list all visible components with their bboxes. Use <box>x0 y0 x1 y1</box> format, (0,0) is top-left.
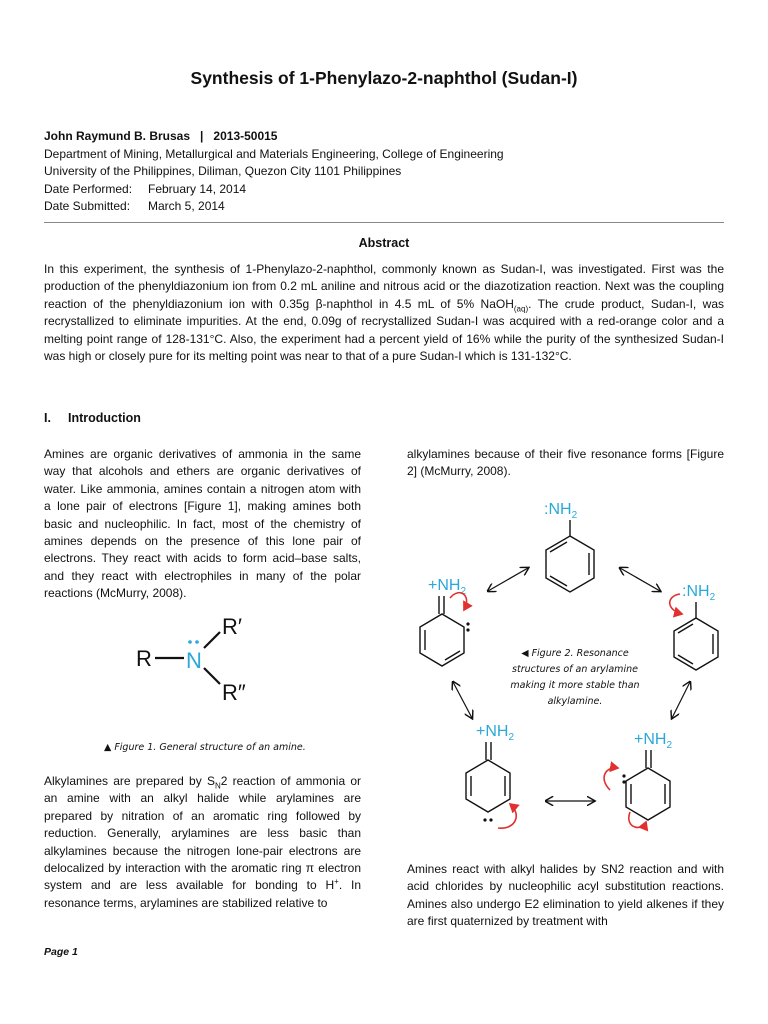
nh2-plus-label: $+NH_2$ <box>476 723 515 743</box>
abstract-subscript: (aq) <box>513 304 529 314</box>
bond-n-r2 <box>204 668 220 684</box>
figure-1-caption-text: Figure 1. General structure of an amine. <box>114 742 306 753</box>
resonance-arrow <box>672 682 690 718</box>
abstract-body <box>44 261 724 365</box>
para2-text-b: 2 reaction of ammonia or an amine with an alkyl halide while arylamines are prepared by nitration of an aromatic ring followed by reduction. Generally, arylamines are less basic than alkylamines because the nitrogen lone-pair electrons are delocalized by interaction with the aromatic ring π electron system and are less available for bonding to H <box>44 774 361 893</box>
intro-paragraph-3: alkylamines because of their five resonance forms [Figure 2] (McMurry, 2008). <box>407 447 724 479</box>
resonance-arrow <box>488 568 528 591</box>
fig1-r1-label: R′ <box>222 614 243 639</box>
affiliation-line-1: Department of Mining, Metallurgical and Materials Engineering, College of Engineering <box>44 147 504 161</box>
structure-right-upper <box>670 583 718 670</box>
paper-title: Synthesis of 1-Phenylazo-2-naphthol (Sudan-I) <box>190 68 578 88</box>
fig1-n-label: N <box>186 648 202 673</box>
fig2-caption-line-4: alkylamine. <box>547 696 603 707</box>
structure-right-lower <box>604 731 672 827</box>
section-number: I. <box>44 411 51 425</box>
figure-1-caption <box>104 740 324 756</box>
affiliation-line-2: University of the Philippines, Diliman, Quezon City 1101 Philippines <box>44 164 402 178</box>
abstract-heading: Abstract <box>358 236 410 250</box>
date-performed-value: February 14, 2014 <box>148 182 247 196</box>
lone-pair-dot <box>188 640 192 644</box>
abstract-text-2: . The crude product, Sudan-I, was recrystallized to eliminate impurities. At the end, 0.09g of recrystallized Sudan-I was acquired with a red-orange color and a melting point range of 128-131°C. Also, the experiment had a percent yield of 16% while the purity of the synthesized Sudan-I was high or closely pure for its melting point was near to that of a pure Sudan-I which is 131-132°C. <box>44 296 724 364</box>
caption-marker-icon: ▲ <box>104 742 115 753</box>
page-number: Page 1 <box>44 946 78 958</box>
author-separator: | <box>200 129 204 143</box>
fig2-caption-line-2: structures of an arylamine <box>512 664 638 675</box>
para2-sup: + <box>334 877 339 887</box>
structure-left-lower <box>466 723 516 828</box>
para2-sub: N <box>214 781 221 791</box>
date-submitted-label: Date Submitted: <box>44 199 131 213</box>
fig1-r-label: R <box>136 646 152 671</box>
student-id: 2013-50015 <box>213 129 278 143</box>
para2-text-a: Alkylamines are prepared by S <box>44 774 215 788</box>
nh2-label: $:NH_2$ <box>682 583 716 603</box>
resonance-arrow <box>453 682 472 718</box>
figure-1-amine-structure <box>128 610 298 715</box>
structure-left-upper <box>420 577 470 666</box>
resonance-arrow <box>620 568 660 591</box>
intro-paragraph-4: Amines react with alkyl halides by SN2 reaction and with acid chlorides by nucleophilic acyl substitution reactions. Amines also undergo E2 elimination to yield alkenes if they are first quaternized by treatment with <box>407 862 724 929</box>
date-submitted <box>44 198 225 215</box>
figure-2-caption <box>500 646 650 710</box>
bond-n-r1 <box>204 632 220 648</box>
date-submitted-value: March 5, 2014 <box>148 199 225 213</box>
caption-marker-icon: ◀ <box>521 648 532 659</box>
fig2-caption-line-1: Figure 2. Resonance <box>531 648 629 659</box>
structure-top-aniline <box>544 501 594 592</box>
nh2-plus-label: $+NH_2$ <box>428 577 467 597</box>
section-title: Introduction <box>68 411 141 425</box>
intro-paragraph-1: Amines are organic derivatives of ammonia in the same way that alcohols and ethers are organic derivatives of water. Like ammonia, amines contain a nitrogen atom with a lone pair of electrons [Figure 1], making amines both basic and nucleophilic. In fact, most of the chemistry of amines depends on the presence of this lone pair of electrons. They react with acids to form acid–base salts, and they react with electrophiles in many of the polar reactions (McMurry, 2008). <box>44 447 361 601</box>
section-heading <box>44 411 141 425</box>
intro-paragraph-2 <box>44 773 361 912</box>
para2-text-c: . In resonance terms, arylamines are stabilized relative to <box>44 878 361 910</box>
nh2-plus-label: $+NH_2$ <box>634 731 673 751</box>
nh2-label: $:NH_2$ <box>544 501 578 521</box>
date-performed-label: Date Performed: <box>44 182 133 196</box>
author-name: John Raymund B. Brusas <box>44 129 191 143</box>
fig2-caption-line-3: making it more stable than <box>510 680 640 691</box>
fig1-r2-label: R″ <box>222 680 246 705</box>
author-line <box>44 128 277 145</box>
header-divider <box>44 222 724 223</box>
lone-pair-dot <box>195 640 199 644</box>
date-performed <box>44 181 246 198</box>
abstract-text-1: In this experiment, the synthesis of 1-Phenylazo-2-naphthol, commonly known as Sudan-I, was investigated. First was the production of the phenyldiazonium ion from 0.2 mL aniline and nitrous acid or the diazotization reaction. Next was the coupling reaction of the phenyldiazonium ion with 0.35g β-naphthol in 4.5 mL of 5% NaOH <box>44 262 724 311</box>
